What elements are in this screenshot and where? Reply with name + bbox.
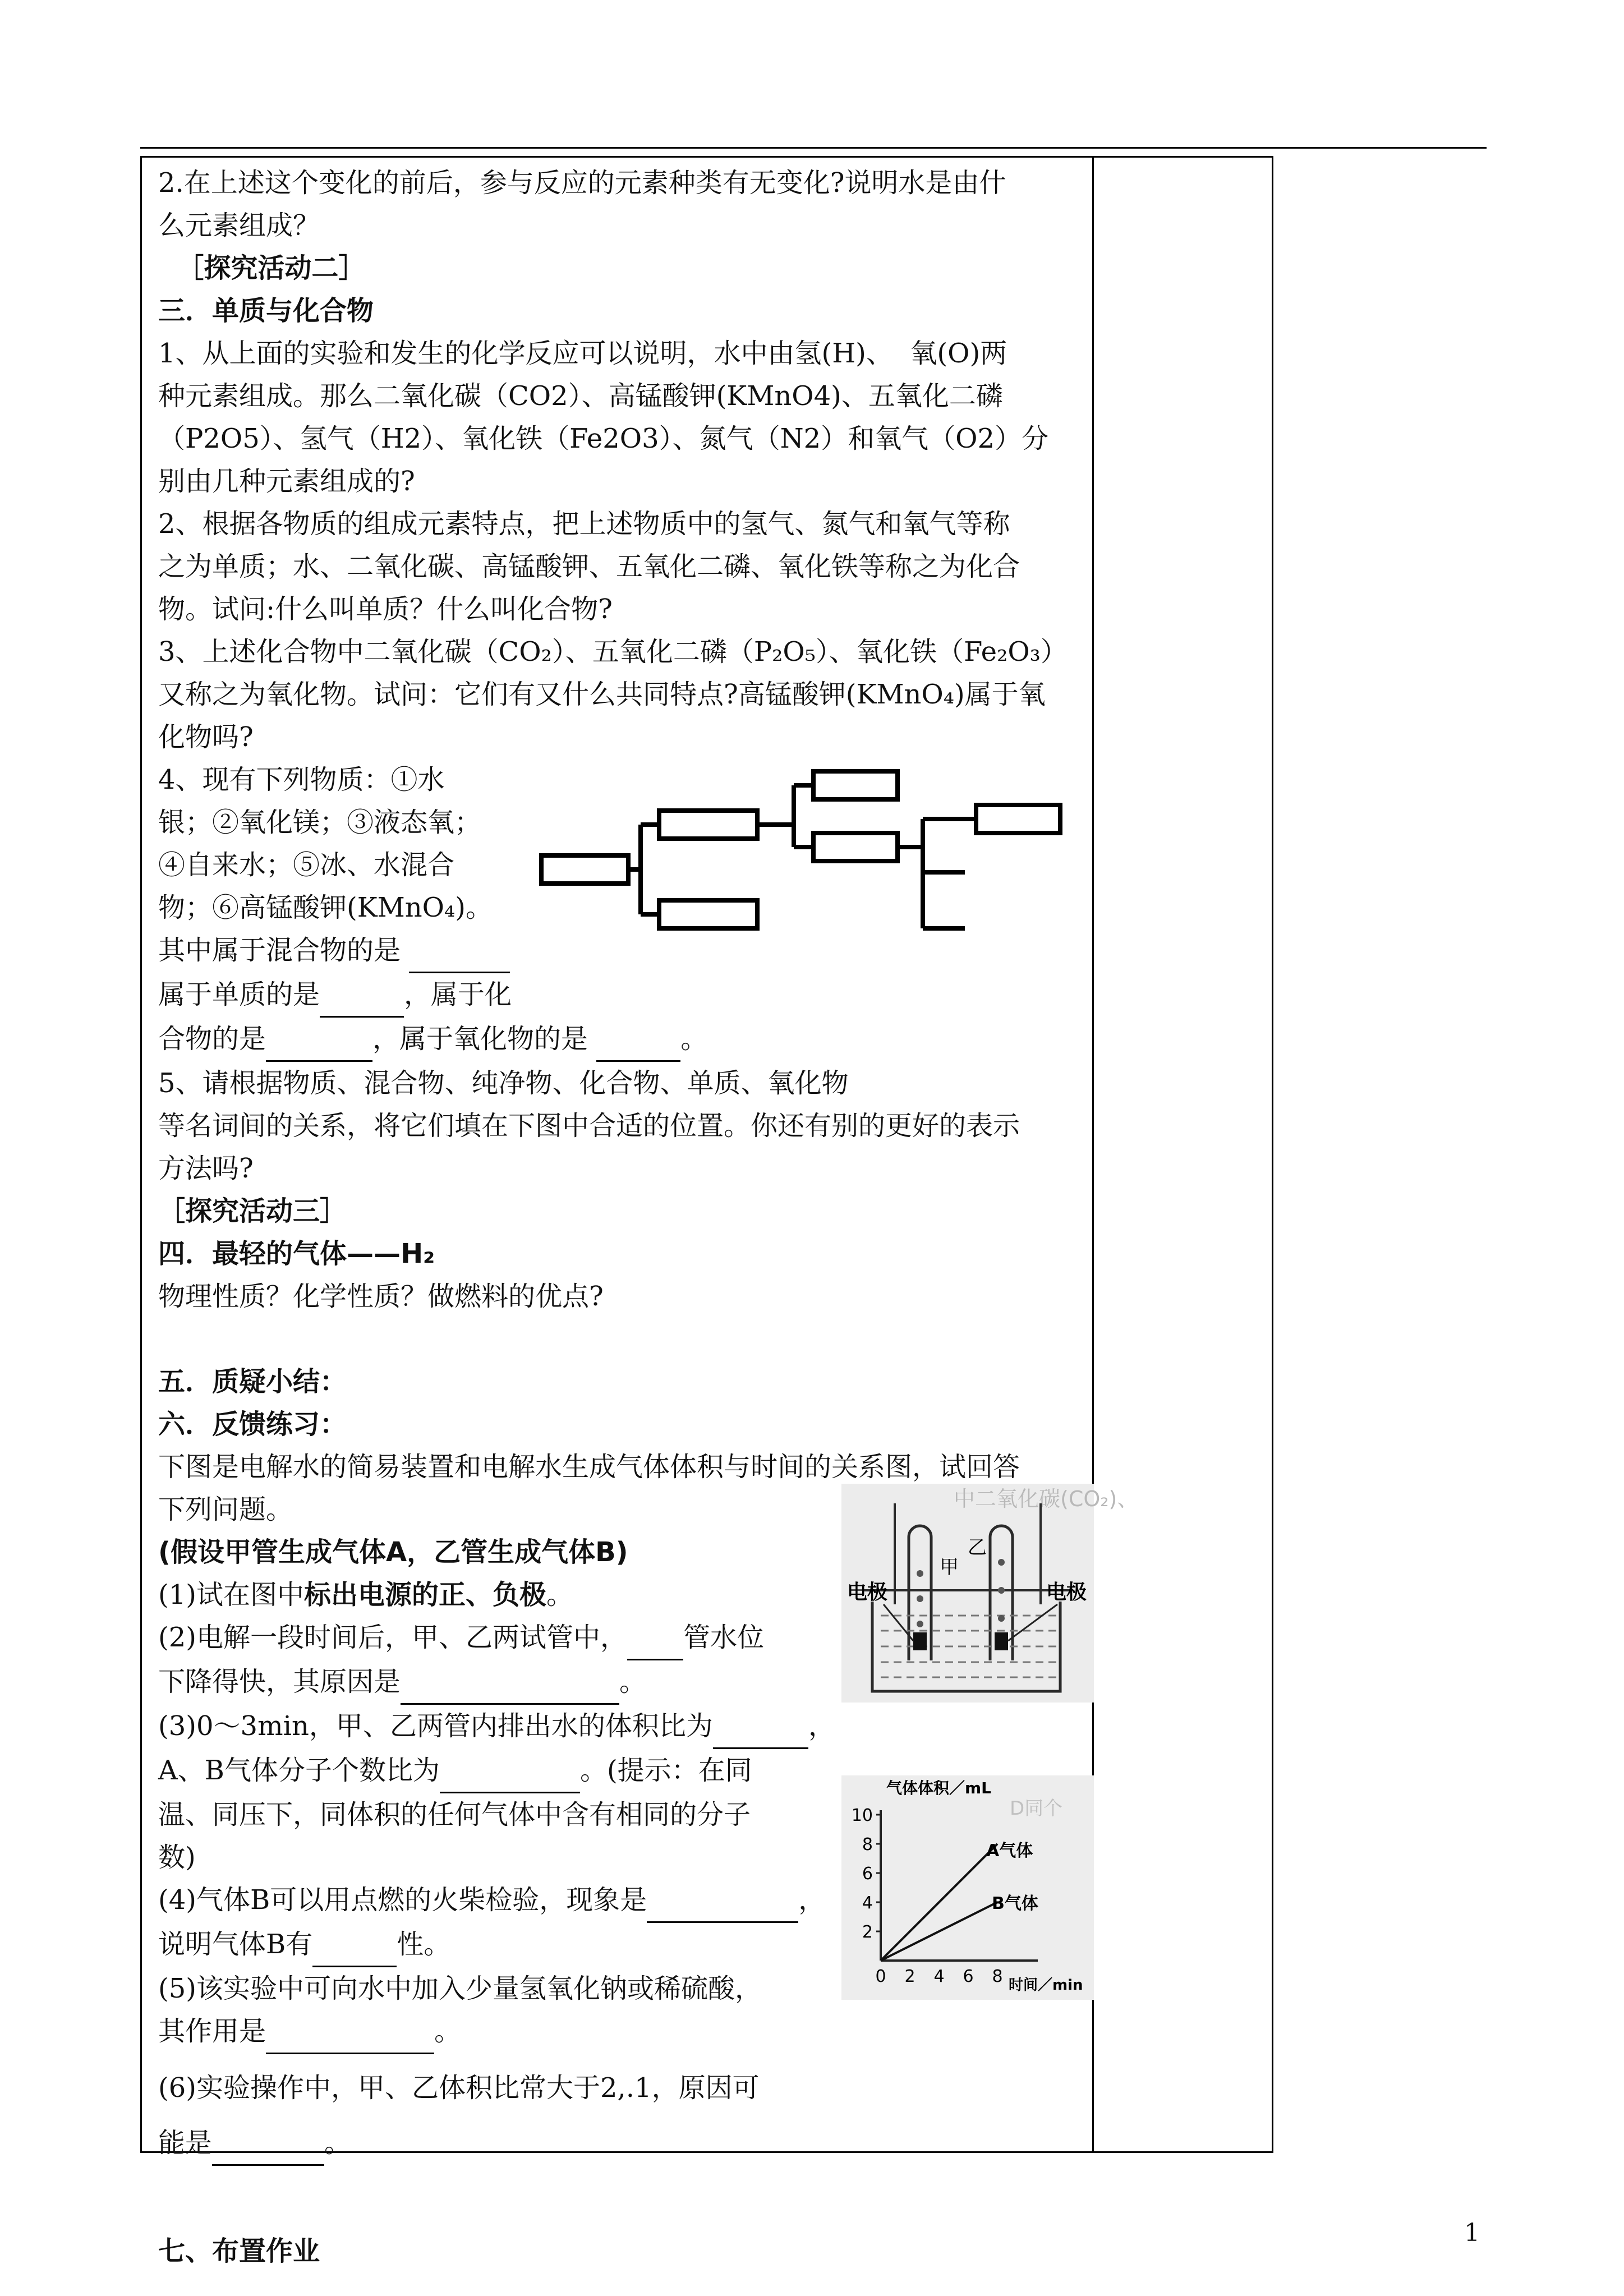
section-3-q4-line-3: ④自来水；⑤冰、水混合 bbox=[158, 849, 455, 881]
activity-3-heading: ［探究活动三］ bbox=[158, 1195, 347, 1227]
q1-text: (1)试在图中 bbox=[158, 1579, 304, 1611]
q4-property-prompt: 说明气体B有 bbox=[158, 1929, 313, 1960]
exercise-q3-line-3: 温、同压下，同体积的任何气体中含有相同的分子 bbox=[158, 1799, 751, 1830]
section-3-q1-line-4: 别由几种元素组成的? bbox=[158, 466, 415, 497]
tree-box-level1-top[interactable] bbox=[659, 811, 757, 839]
spacer bbox=[158, 1318, 1078, 1360]
oxide-prompt: ，属于氧化物的是 bbox=[372, 1023, 597, 1055]
q1-period: 。 bbox=[546, 1579, 574, 1611]
compound-prompt-end: 合物的是 bbox=[158, 1023, 266, 1055]
question-2-line-1: 2.在上述这个变化的前后，参与反应的元素种类有无变化?说明水是由什 bbox=[158, 167, 1006, 199]
period: 。 bbox=[680, 1023, 708, 1055]
figure-background-text: 中二氧化碳(CO₂)、 bbox=[954, 1487, 1139, 1511]
tube-label-yi: 乙 bbox=[968, 1536, 987, 1559]
q5-prompt: 其作用是 bbox=[158, 2016, 266, 2047]
q3-molecule-prompt: A、B气体分子个数比为 bbox=[158, 1755, 440, 1786]
bubble bbox=[998, 1615, 1005, 1622]
y-tick-label: 8 bbox=[862, 1835, 873, 1855]
mixture-blank[interactable] bbox=[409, 929, 510, 973]
section-3-q2-line-2: 之为单质；水、二氧化碳、高锰酸钾、五氧化二磷、氧化铁等称之为化合 bbox=[158, 551, 1020, 582]
exercise-q5-line-1: (5)该实验中可向水中加入少量氢氧化钠或稀硫酸， bbox=[158, 1973, 762, 2004]
page-number: 1 bbox=[1464, 2219, 1480, 2247]
section-3-q4-line-2: 银；②氧化镁；③液态氧； bbox=[158, 807, 482, 838]
tree-branch-3 bbox=[898, 819, 976, 928]
tube-label-jia: 甲 bbox=[940, 1556, 959, 1579]
exercise-q6-line-1: (6)实验操作中，甲、乙体积比常大于2,.1，原因可 bbox=[158, 2072, 760, 2104]
electrode-label-left: 电极 bbox=[847, 1581, 888, 1604]
bubble bbox=[998, 1559, 1005, 1566]
section-5-heading: 五．质疑小结： bbox=[158, 1366, 347, 1397]
q3-ratio-blank[interactable] bbox=[713, 1705, 808, 1749]
element-blank[interactable] bbox=[320, 973, 404, 1018]
y-tick-label: 2 bbox=[862, 1922, 873, 1942]
oxide-blank[interactable] bbox=[596, 1018, 680, 1062]
bubble bbox=[917, 1570, 923, 1577]
q6-reason-blank[interactable] bbox=[212, 2122, 324, 2166]
section-3-q3-line-3: 化物吗? bbox=[158, 721, 254, 753]
electrolysis-apparatus-figure bbox=[841, 1484, 1139, 1703]
exercise-q5-line-2 bbox=[158, 2010, 1078, 2054]
compound-blank[interactable] bbox=[266, 1018, 372, 1062]
section-3-q4-line-6 bbox=[158, 973, 1078, 1018]
x-tick-label: 0 bbox=[875, 1967, 886, 1986]
section-3-q5-line-1: 5、请根据物质、混合物、纯净物、化合物、单质、氧化物 bbox=[158, 1068, 849, 1099]
q3-molecule-blank[interactable] bbox=[440, 1749, 580, 1793]
section-3-q3-line-2: 又称之为氧化物。试问：它们有又什么共同特点?高锰酸钾(KMnO₄)属于氧 bbox=[158, 679, 1046, 710]
exercise-assumption: (假设甲管生成气体A，乙管生成气体B) bbox=[158, 1536, 628, 1568]
x-tick-label: 4 bbox=[933, 1967, 945, 1986]
x-tick-label: 6 bbox=[963, 1967, 974, 1986]
q6-prompt: 能是 bbox=[158, 2127, 213, 2159]
electrode-label-right: 电极 bbox=[1046, 1581, 1087, 1604]
section-3-q2-line-3: 物。试问:什么叫单质？什么叫化合物? bbox=[158, 593, 613, 625]
q2-text-end: 管水位 bbox=[683, 1622, 765, 1653]
section-3-q4-line-1: 4、现有下列物质：①水 bbox=[158, 764, 445, 795]
section-3-heading: 三．单质与化合物 bbox=[158, 295, 374, 326]
section-3-q4-line-4: 物；⑥高锰酸钾(KMnO₄)。 bbox=[158, 892, 493, 923]
section-3-q4-line-7 bbox=[158, 1018, 1078, 1062]
section-3-q3-line-1: 3、上述化合物中二氧化碳（CO₂）、五氧化二磷（P₂O₅）、氧化铁（Fe₂O₃） bbox=[158, 636, 1068, 668]
classification-tree-diagram bbox=[533, 760, 1066, 940]
mixture-prompt: 其中属于混合物的是 bbox=[158, 935, 410, 966]
section-3-q5-line-2: 等名词间的关系，将它们填在下图中合适的位置。你还有别的更好的表示 bbox=[158, 1110, 1020, 1142]
q1-bold-text: 标出电源的正、负极 bbox=[304, 1579, 547, 1611]
q4-property-blank[interactable] bbox=[312, 1923, 397, 1967]
series-b-label: B气体 bbox=[992, 1894, 1038, 1913]
section-3-q1-line-1: 1、从上面的实验和发生的化学反应可以说明，水中由氢(H)、 氧(O)两 bbox=[158, 338, 1007, 369]
x-tick-label: 2 bbox=[904, 1967, 915, 1986]
compound-prompt-start: ，属于化 bbox=[404, 979, 512, 1010]
x-axis-label: 时间／min bbox=[1009, 1977, 1083, 1994]
y-tick-label: 4 bbox=[862, 1893, 873, 1913]
tree-box-level3-top[interactable] bbox=[976, 805, 1060, 833]
exercise-q6-line-2 bbox=[158, 2122, 1078, 2166]
y-axis-label: 气体体积／mL bbox=[886, 1779, 992, 1797]
spacer bbox=[158, 2166, 1078, 2208]
q3-text: (3)0～3min，甲、乙两管内排出水的体积比为 bbox=[158, 1710, 713, 1742]
q5-purpose-blank[interactable] bbox=[266, 2010, 434, 2054]
comma: ， bbox=[798, 1884, 826, 1916]
tree-box-level2-top[interactable] bbox=[813, 771, 898, 799]
section-3-q2-line-1: 2、根据各物质的组成元素特点，把上述物质中的氢气、氮气和氧气等称 bbox=[158, 508, 1010, 540]
exercise-intro-line-2: 下列问题。 bbox=[158, 1494, 293, 1525]
period: 。 bbox=[434, 2016, 462, 2047]
x-tick-label: 8 bbox=[992, 1967, 1003, 1986]
q4-phenomenon-blank[interactable] bbox=[647, 1879, 798, 1923]
comma: ， bbox=[808, 1710, 835, 1742]
exercise-intro-line-1: 下图是电解水的简易装置和电解水生成气体体积与时间的关系图，试回答 bbox=[158, 1451, 1020, 1483]
header-rule bbox=[140, 147, 1487, 149]
section-6-heading: 六．反馈练习： bbox=[158, 1409, 347, 1440]
series-a-label: A气体 bbox=[986, 1841, 1033, 1861]
section-3-q1-line-2: 种元素组成。那么二氧化碳（CO2）、高锰酸钾(KMnO4)、五氧化二磷 bbox=[158, 380, 1003, 412]
exercise-q3-line-4: 数) bbox=[158, 1842, 196, 1873]
tree-box-level1-bottom[interactable] bbox=[659, 900, 757, 928]
section-4-heading: 四．最轻的气体——H₂ bbox=[158, 1238, 435, 1269]
section-4-question: 物理性质？化学性质？做燃料的优点? bbox=[158, 1281, 604, 1312]
period: 。 bbox=[324, 2127, 352, 2159]
tree-box-level2-bottom[interactable] bbox=[813, 833, 898, 861]
exercise-q3-line-1 bbox=[158, 1705, 1078, 1749]
activity-2-heading: ［探究活动二］ bbox=[158, 252, 366, 284]
gas-volume-chart bbox=[841, 1775, 1094, 2000]
y-tick-label: 6 bbox=[862, 1864, 873, 1884]
bubble bbox=[917, 1595, 923, 1602]
section-3-q5-line-3: 方法吗? bbox=[158, 1153, 254, 1184]
chart-background-text: D同个 bbox=[1010, 1797, 1063, 1820]
bubble bbox=[998, 1587, 1005, 1594]
electrode-left bbox=[913, 1632, 927, 1650]
q4-text: (4)气体B可以用点燃的火柴检验，现象是 bbox=[158, 1884, 647, 1916]
q2-reason-blank[interactable] bbox=[401, 1660, 619, 1705]
q3-hint-start: 。(提示：在同 bbox=[579, 1755, 752, 1786]
q2-reason-prompt: 下降得快，其原因是 bbox=[158, 1666, 401, 1697]
question-2-line-2: 么元素组成？ bbox=[158, 210, 320, 241]
section-3-q1-line-3: （P2O5）、氢气（H2）、氧化铁（Fe2O3）、氮气（N2）和氧气（O2）分 bbox=[158, 423, 1049, 454]
tree-box-root[interactable] bbox=[541, 855, 628, 884]
bubble bbox=[917, 1621, 923, 1627]
q2-tube-blank[interactable] bbox=[627, 1616, 683, 1660]
element-prompt: 属于单质的是 bbox=[158, 979, 320, 1010]
tree-branch-2 bbox=[757, 785, 813, 847]
q4-text-end: 性。 bbox=[397, 1929, 451, 1960]
period: 。 bbox=[619, 1666, 647, 1697]
q2-text: (2)电解一段时间后，甲、乙两试管中， bbox=[158, 1622, 627, 1653]
section-7-heading: 七、布置作业 bbox=[158, 2235, 320, 2267]
tree-branch-1 bbox=[628, 825, 659, 914]
electrode-right bbox=[995, 1632, 1008, 1650]
y-tick-label: 10 bbox=[851, 1806, 873, 1825]
